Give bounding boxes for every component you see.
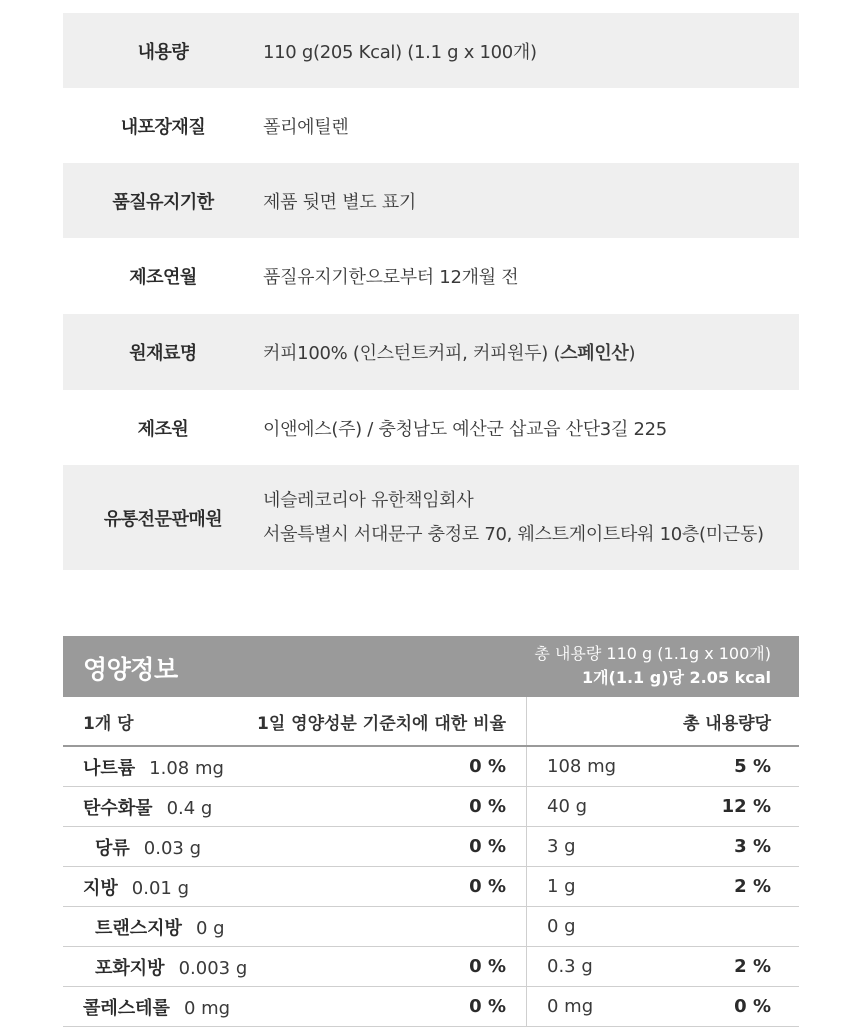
nutrient-total-amount: 0.3 g [547,956,593,977]
nutrition-total-info [534,642,771,690]
nutrient-amount: 0.03 g [143,837,202,859]
per-unit-header: 1개 당 [83,713,134,734]
info-label: 제조연월 [129,267,197,288]
nutrient-amount: 0.003 g [178,957,248,979]
nutrient-total-amount: 0 mg [547,996,594,1017]
nutrient-total-pct: 12 % [721,796,771,817]
nutrition-subheader [63,697,799,747]
total-content-line: 총 내용량 110 g (1.1g x 100개) [534,644,771,663]
nutrient-name: 포화지방 [95,957,165,979]
nutrient-name: 탄수화물 [83,797,153,819]
nutrient-amount: 0.01 g [131,877,190,899]
nutrient-total-pct: 2 % [734,876,771,897]
nutrient-daily-pct: 0 % [469,756,506,777]
nutrient-amount: 1.08 mg [149,757,224,779]
info-label: 제조원 [137,418,189,440]
nutrient-row-fat [63,867,799,907]
nutrient-name: 지방 [83,877,118,899]
nutrient-total-amount: 1 g [547,876,576,897]
info-label: 품질유지기한 [112,191,214,213]
nutrient-total-amount: 40 g [547,796,588,817]
info-label: 원재료명 [129,343,197,364]
nutrient-amount: 0.4 g [166,797,213,819]
info-value: 110 g(205 Kcal) (1.1 g x 100개) [263,41,537,63]
nutrient-row-trans-fat [63,907,799,947]
nutrient-row-carbohydrate [63,787,799,827]
nutrient-row-cholesterol [63,987,799,1027]
info-label: 내용량 [137,41,189,63]
info-row-content-amount [63,13,799,88]
info-row-manufacturer [63,390,799,465]
nutrient-row-sodium [63,747,799,787]
info-value [263,339,635,365]
nutrient-row-saturated-fat [63,947,799,987]
nutrient-daily-pct: 0 % [469,996,506,1017]
product-info-table [63,0,799,570]
nutrient-row-sugars [63,827,799,867]
nutrient-total-amount: 0 g [547,916,576,937]
total-content-header: 총 내용량당 [682,713,771,734]
info-label: 내포장재질 [120,116,206,138]
daily-ratio-header: 1일 영양성분 기준치에 대한 비율 [257,713,506,734]
nutrient-total-pct: 0 % [734,996,771,1017]
nutrient-name: 콜레스테롤 [83,997,170,1019]
origin-text: 스페인산 [560,343,629,364]
nutrition-header [63,636,799,697]
nutrient-amount: 0 g [195,917,225,939]
nutrient-total-amount: 3 g [547,836,576,857]
nutrient-total-pct: 5 % [734,756,771,777]
info-value: 제품 뒷면 별도 표기 [263,191,416,213]
nutrient-total-amount: 108 mg [547,756,617,777]
info-row-manufacture-date [63,238,799,314]
nutrient-daily-pct: 0 % [469,956,506,977]
info-value: 이앤에스(주) / 충청남도 예산군 삽교읍 산단3길 225 [263,418,667,440]
nutrient-amount: 0 mg [183,997,231,1019]
distributor-address: 서울특별시 서대문구 충정로 70, 웨스트게이트타워 10층(미근동) [263,523,764,545]
info-value: 폴리에틸렌 [263,116,349,138]
nutrition-facts-table [63,636,799,1027]
nutrient-total-pct: 2 % [734,956,771,977]
nutrient-daily-pct: 0 % [469,796,506,817]
nutrient-total-pct: 3 % [734,836,771,857]
info-label: 유통전문판매원 [103,508,223,530]
nutrient-daily-pct: 0 % [469,876,506,897]
ingredients-text: 커피100% (인스턴트커피, 커피원두) ( [263,343,561,364]
per-unit-kcal-line: 1개(1.1 g)당 2.05 kcal [581,668,771,687]
nutrient-name: 트랜스지방 [95,917,182,939]
info-row-distributor [63,465,799,570]
nutrition-title: 영양정보 [83,655,178,684]
info-row-expiry [63,163,799,238]
info-value: 품질유지기한으로부터 12개월 전 [263,267,519,288]
nutrient-daily-pct: 0 % [469,836,506,857]
info-table-top-spacer [63,0,799,13]
nutrient-name: 당류 [95,837,130,859]
info-value [263,484,764,552]
nutrient-name: 나트륨 [83,757,136,779]
distributor-name: 네슬레코리아 유한책임회사 [263,489,474,511]
info-row-packaging [63,88,799,163]
ingredients-suffix: ) [628,343,636,364]
info-row-ingredients [63,314,799,390]
